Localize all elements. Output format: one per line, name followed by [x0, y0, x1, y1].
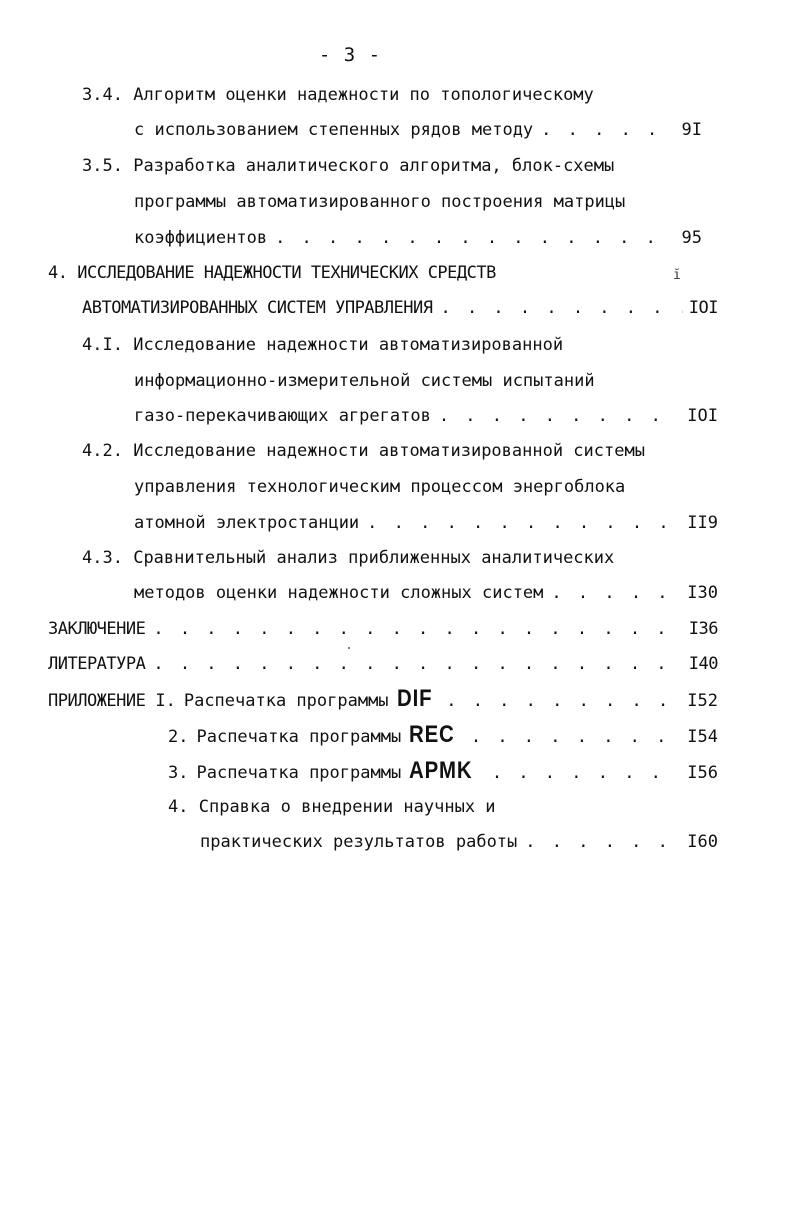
toc-entry-ch4-line1: [48, 260, 668, 286]
toc-entry-3-5-line3: [134, 225, 702, 251]
toc-entry-4-1-line3: [134, 403, 718, 429]
chapter-number: 4.: [48, 263, 68, 283]
toc-entry-4-3-line1: [82, 545, 702, 571]
toc-entry-conclusion: [48, 616, 718, 642]
toc-entry-3-5-line1: [82, 153, 702, 179]
chapter-title: ИССЛЕДОВАНИЕ НАДЕЖНОСТИ ТЕХНИЧЕСКИХ СРЕДСТВ: [77, 263, 496, 283]
page-ref: I52: [687, 691, 718, 711]
dot-leader: [153, 651, 682, 677]
toc-entry-literature: [48, 651, 718, 677]
section-title: Сравнительный анализ приближенных аналитических: [133, 548, 615, 568]
section-title: Исследование надежности автоматизированной системы: [133, 441, 645, 461]
appendix-item-number: 2.: [168, 727, 189, 747]
toc-entry-3-4-line1: [82, 82, 702, 108]
section-title-cont: методов оценки надежности сложных систем: [134, 583, 544, 603]
page-ref: I54: [687, 727, 718, 747]
section-title-cont: программы автоматизированного построения матрицы: [134, 192, 626, 212]
toc-entry-appendix-2: [168, 722, 718, 748]
section-title-cont: атомной электростанции: [134, 513, 360, 533]
toc-entry-3-5-line2: [134, 189, 702, 215]
appendix-item-text: Распечатка программы: [196, 727, 402, 747]
section-number: 4.I.: [82, 335, 123, 355]
page-ref: IOI: [687, 406, 718, 426]
dot-leader: [541, 117, 675, 143]
appendix-item-number: 4.: [168, 797, 189, 817]
dot-leader: [439, 403, 681, 429]
chapter-title-cont: АВТОМАТИЗИРОВАННЫХ СИСТЕМ УПРАВЛЕНИЯ: [82, 298, 433, 318]
toc-entry-4-2-line2: [134, 474, 702, 500]
toc-entry-4-1-line2: [134, 368, 702, 394]
appendix-title: ПРИЛОЖЕНИЕ: [48, 691, 146, 711]
section-title-cont: газо-перекачивающих агрегатов: [134, 406, 431, 426]
toc-entry-appendix-4-line2: [200, 829, 718, 855]
section-title: Разработка аналитического алгоритма, блок-схемы: [133, 156, 615, 176]
literature-title: ЛИТЕРАТУРА: [48, 654, 146, 674]
appendix-item-text: Справка о внедрении научных и: [198, 797, 496, 817]
page-ref: I60: [687, 832, 718, 852]
program-name-handwritten: DIF: [396, 686, 432, 712]
page-ref: I56: [687, 763, 718, 783]
section-title-cont: информационно-измерительной системы испытаний: [134, 371, 595, 391]
appendix-item-text-cont: практических результатов работы: [200, 832, 518, 852]
appendix-item-number: 3.: [168, 763, 189, 783]
section-title: Алгоритм оценки надежности по топологическому: [133, 85, 594, 105]
dot-leader: [471, 724, 681, 748]
toc-entry-ch4-line2: [82, 295, 718, 321]
toc-entry-4-1-line1: [82, 332, 702, 358]
section-number: 3.5.: [82, 156, 123, 176]
page-ref: I36: [688, 619, 718, 639]
toc-entry-appendix-1: [48, 686, 718, 712]
conclusion-title: ЗАКЛЮЧЕНИЕ: [48, 619, 146, 639]
page-ref: I30: [687, 583, 718, 603]
page-ref: I40: [688, 654, 718, 674]
dot-leader: [492, 760, 681, 784]
dot-leader: [153, 616, 682, 642]
dot-leader: [525, 829, 681, 855]
section-title-cont: коэффициентов: [134, 228, 268, 248]
toc-entry-4-2-line1: [82, 438, 702, 464]
dot-leader: [275, 225, 675, 251]
appendix-item-text: Распечатка программы: [183, 691, 389, 711]
page-number: - 3 -: [318, 44, 382, 66]
section-number: 4.2.: [82, 441, 123, 461]
page-ref: II9: [687, 513, 718, 533]
appendix-item-number: I.: [155, 691, 176, 711]
appendix-item-text: Распечатка программы: [196, 763, 402, 783]
toc-entry-appendix-3: [168, 758, 718, 784]
toc-entry-3-4-line2: [134, 117, 702, 143]
paper-speck: [348, 647, 350, 649]
program-name-handwritten: APMK: [409, 758, 473, 784]
dot-leader: [446, 688, 681, 712]
toc-entry-4-3-line2: [134, 580, 718, 606]
dot-leader: [440, 295, 682, 321]
section-number: 4.3.: [82, 548, 123, 568]
program-name-handwritten: REC: [409, 722, 455, 748]
section-number: 3.4.: [82, 85, 123, 105]
margin-mark: ĭ: [673, 268, 681, 283]
toc-entry-appendix-4-line1: [168, 794, 718, 820]
page-ref: 9I: [681, 120, 702, 140]
dot-leader: [551, 580, 681, 606]
section-title: Исследование надежности автоматизированной: [133, 335, 564, 355]
page-ref: 95: [681, 228, 702, 248]
toc-entry-4-2-line3: [134, 510, 718, 536]
page-ref: IOI: [688, 298, 718, 318]
dot-leader: [367, 510, 681, 536]
section-title-cont: с использованием степенных рядов методу: [134, 120, 534, 140]
section-title-cont: управления технологическим процессом энергоблока: [134, 477, 626, 497]
